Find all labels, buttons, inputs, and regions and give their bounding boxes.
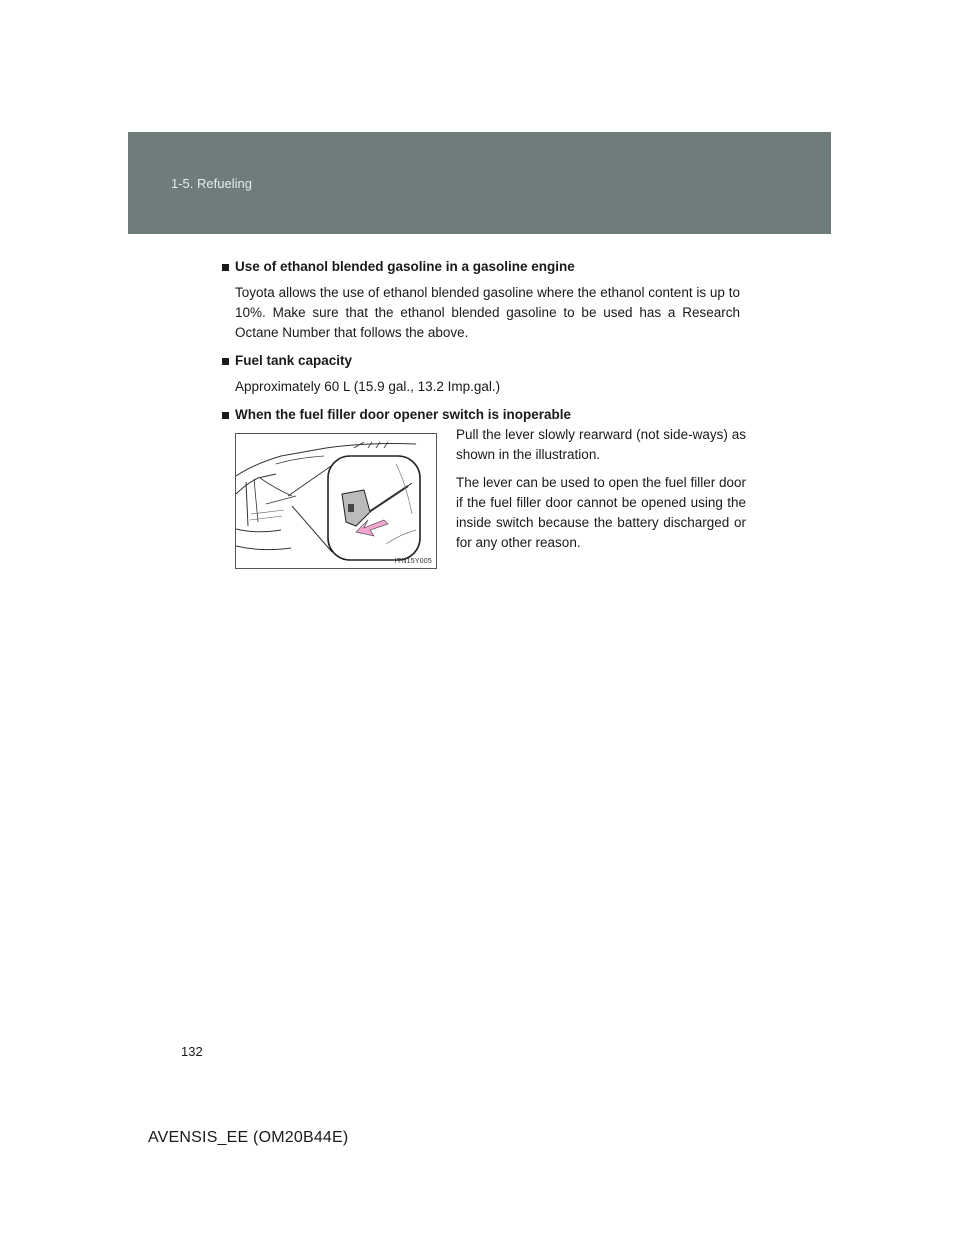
caption-paragraph: The lever can be used to open the fuel filler door if the fuel filler door cannot be opened using the inside switch because the battery discharged or for any other reason. [456, 475, 746, 550]
figure-row [235, 425, 745, 575]
section-title-text: When the fuel filler door opener switch is inoperable [235, 407, 572, 422]
section-heading [222, 257, 740, 277]
section-title-text: Fuel tank capacity [235, 353, 353, 368]
page-number: 132 [181, 1044, 203, 1059]
section-ethanol [222, 257, 740, 343]
figure-code: ITN15Y005 [394, 558, 432, 565]
section-body: Toyota allows the use of ethanol blended gasoline where the ethanol content is up to 10%. Make sure that the ethanol blended gasoline to be used has a Research Octane Number that follows the above. [235, 285, 740, 340]
section-title: 1-5. Refueling [171, 176, 252, 191]
bullet-square-icon [222, 358, 229, 365]
figure-caption [456, 425, 746, 561]
section-fuel-tank [222, 351, 740, 397]
section-heading [222, 351, 740, 371]
header-band [128, 132, 831, 234]
footer-model: AVENSIS_EE (OM20B44E) [148, 1129, 349, 1146]
section-heading [222, 405, 740, 425]
bullet-square-icon [222, 264, 229, 271]
content [222, 257, 740, 433]
section-body: Approximately 60 L (15.9 gal., 13.2 Imp.gal.) [235, 379, 501, 394]
car-trunk-lever-illustration [236, 434, 436, 568]
section-filler-door [222, 405, 740, 425]
caption-paragraph: Pull the lever slowly rearward (not side-ways) as shown in the illustration. [456, 427, 746, 462]
section-title-text: Use of ethanol blended gasoline in a gasoline engine [235, 259, 575, 274]
lever-illustration [235, 433, 437, 569]
bullet-square-icon [222, 412, 229, 419]
